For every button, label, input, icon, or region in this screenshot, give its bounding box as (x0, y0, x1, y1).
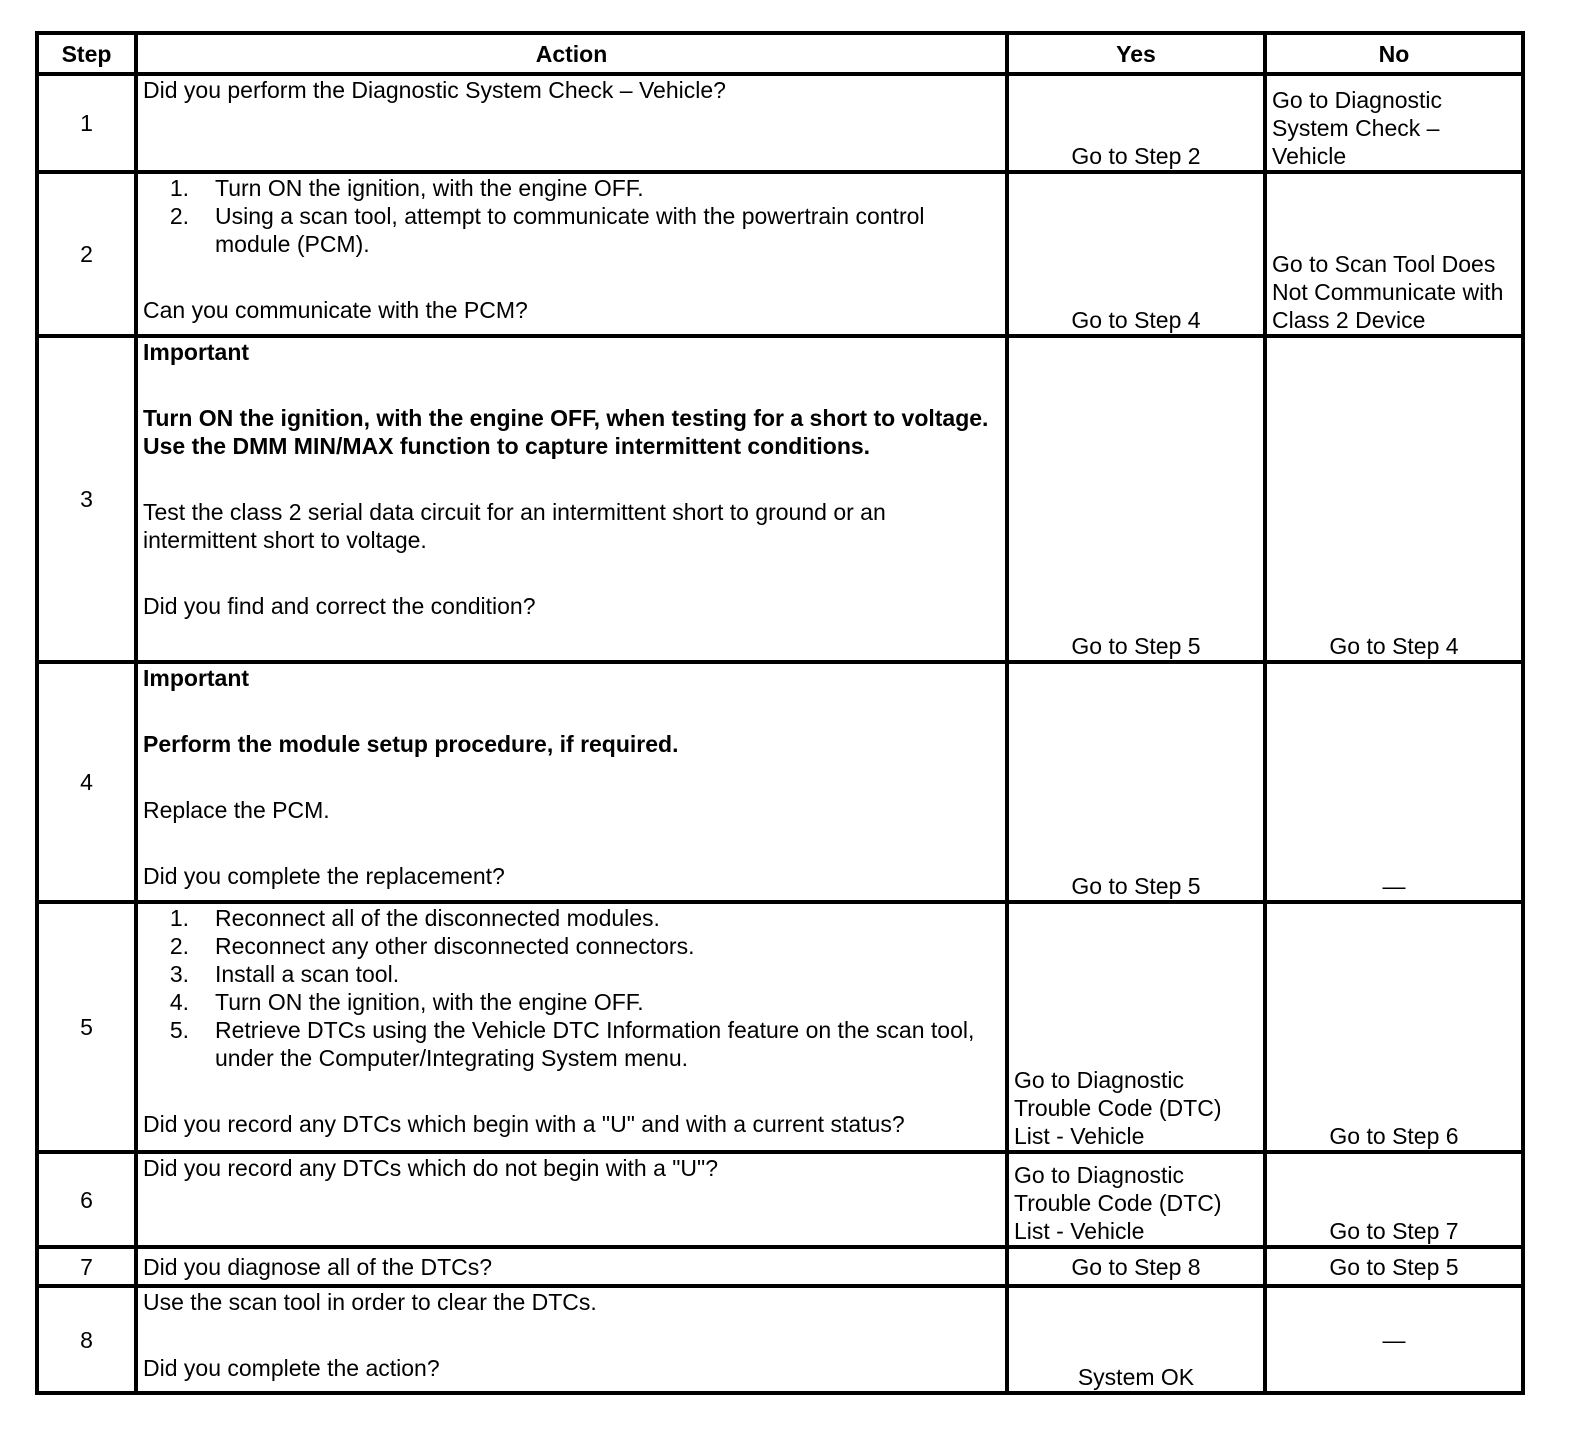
yes-cell: Go to Step 5 (1007, 336, 1265, 662)
yes-cell: Go to Step 4 (1007, 172, 1265, 336)
important-note: Turn ON the ignition, with the engine OFF, when testing for a short to voltage. Use the DMM MIN/MAX function to capture intermittent conditions. (143, 405, 989, 459)
procedure-item-text: Turn ON the ignition, with the engine OFF. (215, 989, 644, 1015)
action-question: Did you perform the Diagnostic System Check – Vehicle? (143, 77, 726, 103)
procedure-item-text: Turn ON the ignition, with the engine OFF. (215, 175, 644, 201)
action-instruction: Replace the PCM. (143, 797, 330, 823)
action-cell (136, 1286, 1007, 1393)
procedure-list (143, 174, 1000, 258)
procedure-item-number: 5. (169, 1017, 189, 1043)
step-number: 6 (37, 1152, 136, 1247)
procedure-item-number: 4. (169, 989, 189, 1015)
step-number: 5 (37, 902, 136, 1152)
yes-cell: System OK (1007, 1286, 1265, 1393)
step-number: 4 (37, 662, 136, 902)
table-row-step-8 (37, 1286, 1523, 1393)
action-cell (136, 902, 1007, 1152)
procedure-item-number: 2. (169, 933, 189, 959)
diagnostic-table (35, 31, 1525, 1395)
spacer (143, 460, 1000, 498)
procedure-item-number: 1. (169, 175, 189, 201)
action-cell (136, 1247, 1007, 1286)
procedure-item-number: 3. (169, 961, 189, 987)
step-number: 8 (37, 1286, 136, 1393)
action-question: Did you complete the action? (143, 1355, 440, 1381)
spacer (143, 554, 1000, 592)
action-question: Did you diagnose all of the DTCs? (143, 1253, 493, 1280)
action-question: Did you find and correct the condition? (143, 593, 536, 619)
important-label: Important (143, 339, 250, 365)
procedure-item (143, 904, 1000, 932)
action-instruction: Test the class 2 serial data circuit for an intermittent short to ground or an intermittent short to voltage. (143, 499, 886, 553)
header-action: Action (136, 33, 1007, 74)
yes-cell: Go to Step 5 (1007, 662, 1265, 902)
procedure-item (143, 960, 1000, 988)
table-row-step-2 (37, 172, 1523, 336)
procedure-item-text: Reconnect all of the disconnected modules. (215, 905, 660, 931)
no-cell: Go to Step 5 (1265, 1247, 1523, 1286)
action-instruction: Use the scan tool in order to clear the DTCs. (143, 1289, 597, 1315)
step-number: 3 (37, 336, 136, 662)
action-question: Did you complete the replacement? (143, 863, 505, 889)
action-cell (136, 172, 1007, 336)
spacer (143, 366, 1000, 404)
spacer (143, 824, 1000, 862)
action-cell (136, 1152, 1007, 1247)
spacer (143, 1072, 1000, 1110)
table-row-step-4 (37, 662, 1523, 902)
important-note: Perform the module setup procedure, if required. (143, 731, 679, 757)
procedure-item (143, 202, 1000, 258)
table-row-step-5 (37, 902, 1523, 1152)
step-number: 7 (37, 1247, 136, 1286)
yes-cell: Go to Step 2 (1007, 74, 1265, 172)
step-number: 2 (37, 172, 136, 336)
procedure-item-text: Using a scan tool, attempt to communicate with the powertrain control module (PCM). (215, 203, 925, 257)
yes-cell: Go to Diagnostic Trouble Code (DTC) List - Vehicle (1007, 1152, 1265, 1247)
important-label: Important (143, 665, 250, 691)
table-header-row (37, 33, 1523, 74)
procedure-item-text: Reconnect any other disconnected connectors. (215, 933, 695, 959)
no-cell: — (1265, 662, 1523, 902)
action-cell (136, 74, 1007, 172)
action-question: Can you communicate with the PCM? (143, 297, 528, 323)
procedure-item (143, 932, 1000, 960)
no-cell: — (1265, 1286, 1523, 1393)
action-cell (136, 662, 1007, 902)
no-cell: Go to Step 7 (1265, 1152, 1523, 1247)
action-cell (136, 336, 1007, 662)
table-row-step-6 (37, 1152, 1523, 1247)
header-yes: Yes (1007, 33, 1265, 74)
procedure-list (143, 904, 1000, 1072)
table-row-step-7 (37, 1247, 1523, 1286)
table-row-step-1 (37, 74, 1523, 172)
no-cell: Go to Step 6 (1265, 902, 1523, 1152)
header-step: Step (37, 33, 136, 74)
spacer (143, 692, 1000, 730)
procedure-item-number: 2. (169, 203, 189, 229)
yes-cell: Go to Diagnostic Trouble Code (DTC) List - Vehicle (1007, 902, 1265, 1152)
spacer (143, 1316, 1000, 1354)
table-row-step-3 (37, 336, 1523, 662)
spacer (143, 758, 1000, 796)
action-question: Did you record any DTCs which do not begin with a "U"? (143, 1155, 718, 1181)
no-cell: Go to Step 4 (1265, 336, 1523, 662)
procedure-item (143, 174, 1000, 202)
header-no: No (1265, 33, 1523, 74)
yes-cell: Go to Step 8 (1007, 1247, 1265, 1286)
action-question: Did you record any DTCs which begin with a "U" and with a current status? (143, 1111, 905, 1137)
procedure-item (143, 988, 1000, 1016)
procedure-item (143, 1016, 1000, 1072)
procedure-item-number: 1. (169, 905, 189, 931)
spacer (143, 258, 1000, 296)
no-cell: Go to Scan Tool Does Not Communicate with Class 2 Device (1265, 172, 1523, 336)
no-cell: Go to Diagnostic System Check – Vehicle (1265, 74, 1523, 172)
step-number: 1 (37, 74, 136, 172)
procedure-item-text: Retrieve DTCs using the Vehicle DTC Information feature on the scan tool, under the Computer/Integrating System menu. (215, 1017, 975, 1071)
procedure-item-text: Install a scan tool. (215, 961, 400, 987)
